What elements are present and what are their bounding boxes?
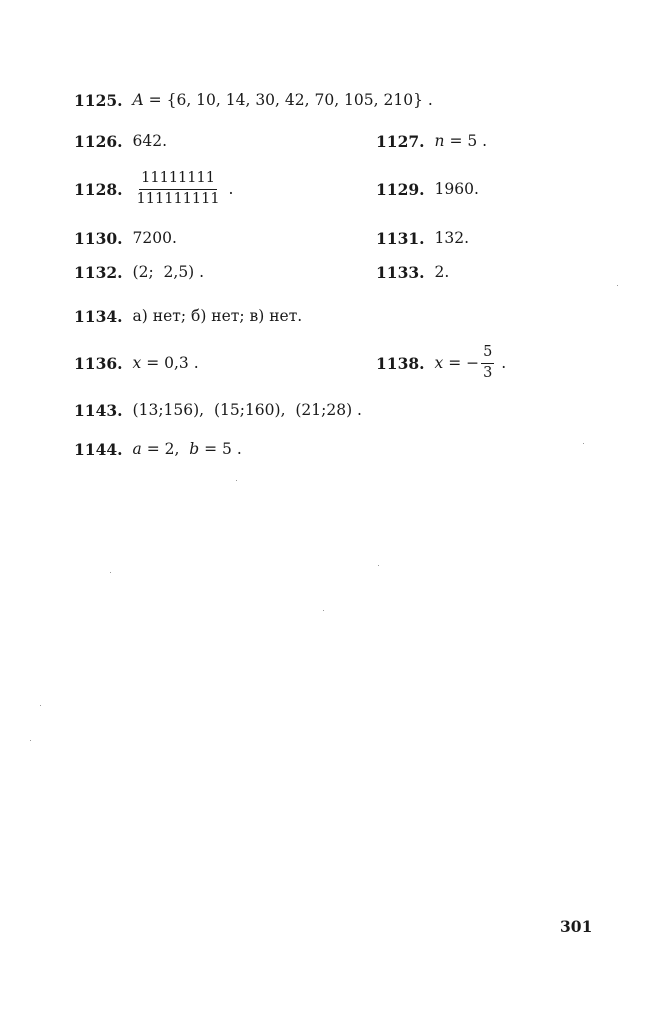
problem-number: 1126. [74,131,123,151]
variable: n [434,132,445,150]
answer-1138 [376,340,506,386]
scan-speck [110,572,111,573]
page-number: 301 [560,917,593,936]
answer-value: 642. [132,132,168,150]
problem-number: 1127. [376,131,425,151]
fraction-denominator: 3 [483,364,493,381]
answer-value: а) нет; б) нет; в) нет. [132,307,303,325]
answer-value: 7200. [132,229,177,247]
answer-1136 [74,340,199,386]
answer-1127 [376,121,487,161]
answer-1126 [74,121,167,161]
scan-speck [236,480,237,481]
answer-row-1143 [74,390,620,430]
scan-speck [378,565,379,566]
answer-row-1125 [74,80,620,120]
problem-number: 1128. [74,179,123,199]
answer-1133 [376,252,449,292]
answer-value: (13;156), (15;160), (21;28) . [132,401,362,419]
answer-value: = 0,3 . [141,354,199,372]
answer-suffix: . [496,354,507,372]
answer-row-1126-1127 [74,121,620,161]
problem-number: 1132. [74,262,123,282]
variable: a [132,440,142,458]
variable: b [189,440,200,458]
answer-text [435,132,488,150]
answer-value: 1960. [434,180,479,198]
answer-value: = 5 . [444,132,488,150]
problem-number: 1131. [376,228,425,248]
problem-number: 1136. [74,353,123,373]
answer-1144 [74,429,242,469]
answer-1129 [376,166,479,212]
answer-row-1134 [74,296,620,336]
fraction [135,171,222,208]
problem-number: 1133. [376,262,425,282]
answer-text [133,354,199,372]
problem-number: 1130. [74,228,123,248]
scan-speck [40,705,41,706]
answer-value: = 2, [141,440,190,458]
problem-number: 1143. [74,400,123,420]
answer-1132 [74,252,204,292]
answer-value: 132. [434,229,470,247]
answer-1125 [74,80,433,120]
answer-suffix: = 5 . [199,440,242,458]
problem-number: 1134. [74,306,123,326]
scan-speck [323,610,324,611]
variable: x [434,354,444,372]
variable: x [132,354,142,372]
answer-text [133,91,433,109]
answer-value: 2. [434,263,450,281]
answer-value: (2; 2,5) . [132,263,205,281]
scan-speck [30,740,31,741]
answer-text [435,345,507,382]
problem-number: 1144. [74,439,123,459]
answer-row-1144 [74,429,620,469]
answer-row-1128-1129 [74,166,620,212]
answer-1143 [74,390,362,430]
answer-row-1136-1138 [74,340,620,386]
problem-number: 1138. [376,353,425,373]
variable: A [132,91,144,109]
answer-1128 [74,166,233,212]
scan-speck [583,443,584,444]
answer-value: = {6, 10, 14, 30, 42, 70, 105, 210} . [143,91,433,109]
fraction [481,345,494,382]
equals-minus: = − [443,354,480,372]
problem-number: 1129. [376,179,425,199]
problem-number: 1125. [74,90,123,110]
scan-speck [617,285,618,286]
fraction-numerator: 11111111 [139,171,217,190]
answer-row-1132-1133 [74,252,620,292]
fraction-numerator: 5 [481,345,494,364]
fraction-denominator: 111111111 [136,190,220,207]
answer-1134 [74,296,302,336]
answer-suffix: . [223,180,234,198]
answer-text [133,440,242,458]
